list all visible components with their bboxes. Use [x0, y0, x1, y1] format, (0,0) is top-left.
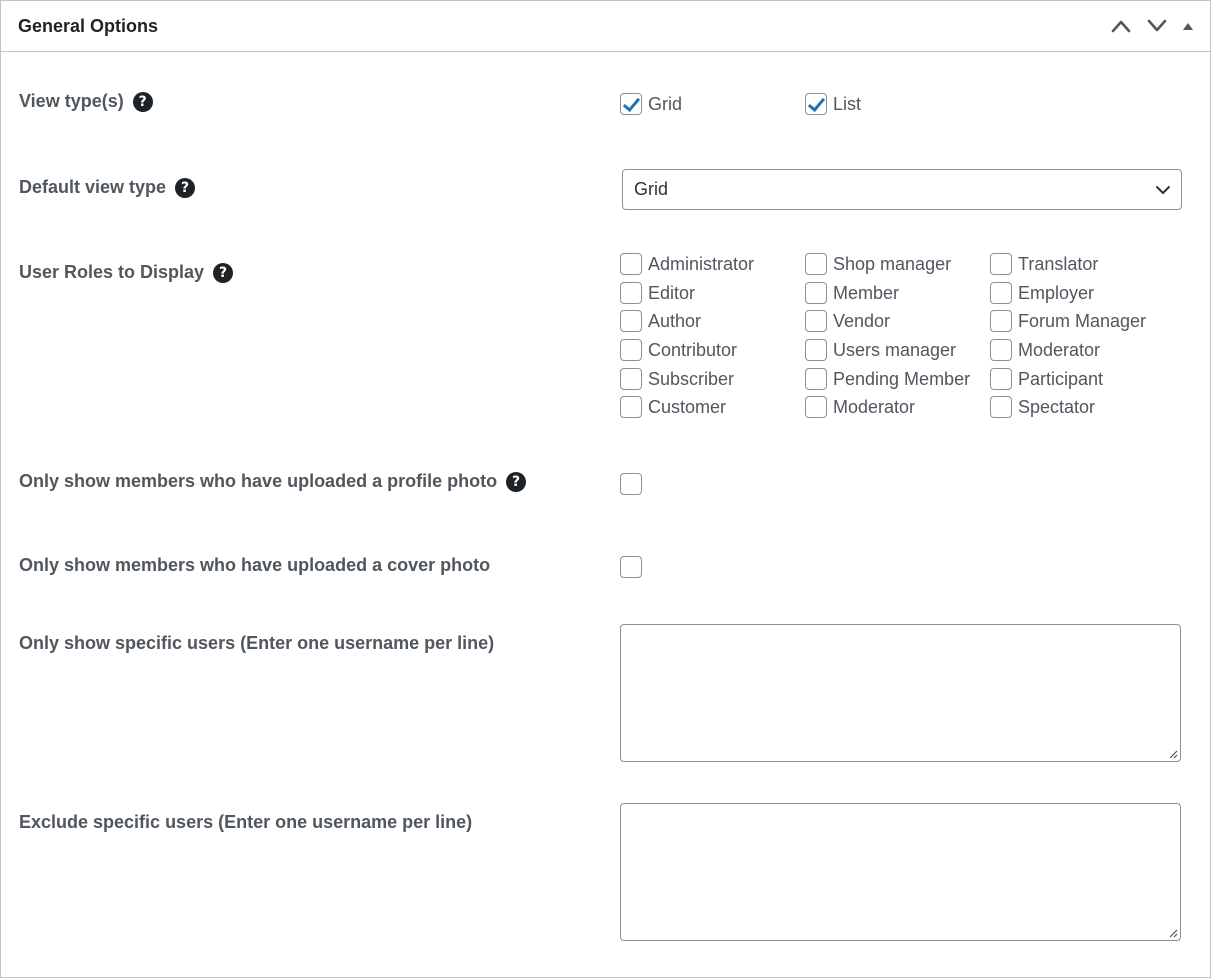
- checkbox[interactable]: [620, 368, 642, 390]
- specific-users-textarea[interactable]: [620, 624, 1181, 762]
- checkbox[interactable]: [620, 253, 642, 275]
- specific-users-label: Only show specific users (Enter one username per line): [19, 633, 495, 653]
- checkbox[interactable]: [620, 282, 642, 304]
- checkbox[interactable]: [990, 310, 1012, 332]
- checkbox[interactable]: [620, 556, 642, 578]
- role-checkbox[interactable]: Shop manager: [805, 253, 951, 275]
- resize-grip-icon[interactable]: [1168, 928, 1178, 938]
- checkbox[interactable]: [805, 253, 827, 275]
- view-type-grid-checkbox[interactable]: Grid: [620, 93, 682, 115]
- role-checkbox[interactable]: Member: [805, 282, 899, 304]
- help-icon[interactable]: ?: [133, 92, 153, 112]
- checkbox[interactable]: [805, 93, 827, 115]
- role-checkbox[interactable]: Moderator: [805, 396, 915, 418]
- help-icon[interactable]: ?: [213, 263, 233, 283]
- role-checkbox[interactable]: Employer: [990, 282, 1094, 304]
- view-type-list-checkbox[interactable]: List: [805, 93, 861, 115]
- move-down-button[interactable]: [1142, 13, 1172, 39]
- default-view-select[interactable]: [622, 169, 1182, 210]
- help-icon[interactable]: ?: [175, 178, 195, 198]
- user-roles-label: User Roles to Display ?: [19, 262, 233, 283]
- role-checkbox[interactable]: Pending Member: [805, 368, 970, 390]
- role-checkbox[interactable]: Forum Manager: [990, 310, 1146, 332]
- role-checkbox[interactable]: Participant: [990, 368, 1103, 390]
- role-checkbox[interactable]: Contributor: [620, 339, 737, 361]
- checkbox[interactable]: [620, 310, 642, 332]
- checkbox[interactable]: [805, 282, 827, 304]
- exclude-users-textarea[interactable]: [620, 803, 1181, 941]
- checkbox[interactable]: [990, 282, 1012, 304]
- role-checkbox[interactable]: Customer: [620, 396, 726, 418]
- role-checkbox[interactable]: Spectator: [990, 396, 1095, 418]
- role-checkbox[interactable]: Editor: [620, 282, 695, 304]
- exclude-users-label: Exclude specific users (Enter one username per line): [19, 812, 473, 832]
- role-checkbox[interactable]: Users manager: [805, 339, 956, 361]
- role-checkbox[interactable]: Vendor: [805, 310, 890, 332]
- role-checkbox[interactable]: Moderator: [990, 339, 1100, 361]
- checkbox[interactable]: [990, 253, 1012, 275]
- toggle-panel-button[interactable]: [1176, 13, 1200, 39]
- role-checkbox[interactable]: Author: [620, 310, 701, 332]
- checkbox[interactable]: [805, 396, 827, 418]
- checkbox[interactable]: [805, 368, 827, 390]
- role-checkbox[interactable]: Translator: [990, 253, 1098, 275]
- checkbox[interactable]: [990, 368, 1012, 390]
- checkbox[interactable]: [620, 339, 642, 361]
- checkbox[interactable]: [620, 473, 642, 495]
- role-checkbox[interactable]: Administrator: [620, 253, 754, 275]
- move-up-button[interactable]: [1106, 13, 1136, 39]
- cover-photo-checkbox[interactable]: [620, 556, 648, 578]
- panel-header: [1, 1, 1210, 52]
- checkbox[interactable]: [805, 339, 827, 361]
- profile-photo-checkbox[interactable]: [620, 473, 648, 495]
- profile-photo-label: Only show members who have uploaded a profile photo ?: [19, 471, 526, 492]
- chevron-up-icon: [1111, 19, 1131, 33]
- cover-photo-label: Only show members who have uploaded a cover photo: [19, 555, 491, 575]
- checkbox[interactable]: [805, 310, 827, 332]
- checkbox[interactable]: [990, 396, 1012, 418]
- checkbox[interactable]: [620, 396, 642, 418]
- selected-value: Grid: [634, 179, 669, 199]
- chevron-down-icon: [1147, 19, 1167, 33]
- checkbox[interactable]: [620, 93, 642, 115]
- role-checkbox[interactable]: Subscriber: [620, 368, 734, 390]
- checkbox[interactable]: [990, 339, 1012, 361]
- triangle-up-icon: [1182, 21, 1194, 31]
- view-types-label: View type(s) ?: [19, 91, 153, 112]
- help-icon[interactable]: ?: [506, 472, 526, 492]
- panel-title: General Options: [18, 16, 159, 36]
- chevron-down-icon: [1155, 182, 1171, 198]
- resize-grip-icon[interactable]: [1168, 749, 1178, 759]
- default-view-label: Default view type ?: [19, 177, 195, 198]
